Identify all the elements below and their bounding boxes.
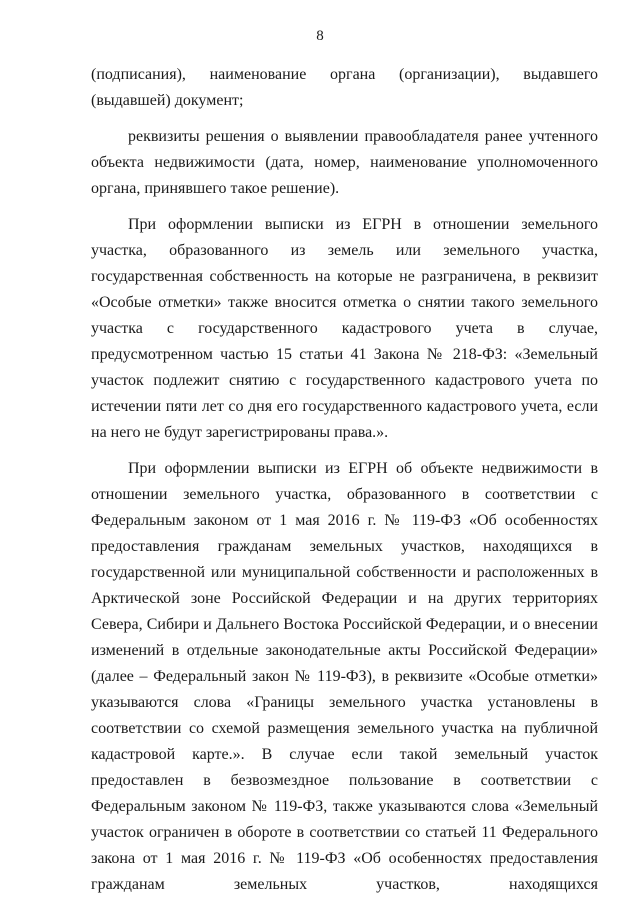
paragraph-3: При оформлении выписки из ЕГРН в отношении земельного участка, образованного из земель или земельного участка, государственная собственность на которые не разграничена, в реквизит «Особые отметки» также вносится отметка о снятии такого земельного участка с государственного кадастрового учета в случае, предусмотренном частью 15 статьи 41 Закона № 218-ФЗ: «Земельный участок подлежит снятию с государственного кадастрового учета по истечении пяти лет со дня его государственного кадастрового учета, если на него не будут зарегистрированы права.».	[91, 216, 598, 441]
page-number: 8	[316, 28, 324, 44]
paragraph-2: реквизиты решения о выявлении правообладателя ранее учтенного объекта недвижимости (дата, номер, наименование уполномоченного органа, принявшего такое решение).	[91, 128, 598, 197]
paragraph-4: При оформлении выписки из ЕГРН об объекте недвижимости в отношении земельного участка, образованного в соответствии с Федеральным законом от 1 мая 2016 г. № 119-ФЗ «Об особенностях предоставления гражданам земельных участков, находящихся в государственной или муниципальной собственности и расположенных в Арктической зоне Российской Федерации и на других территориях Севера, Сибири и Дальнего Востока Российской Федерации, и о внесении изменений в отдельные законодательные акты Российской Федерации» (далее – Федеральный закон № 119-ФЗ), в реквизите «Особые отметки» указываются слова «Границы земельного участка установлены в соответствии со схемой размещения земельного участка на публичной кадастровой карте.». В случае если такой земельный участок предоставлен в безвозмездное пользование в соответствии с Федеральным законом № 119-ФЗ, также указываются слова «Земельный участок ограничен в обороте в соответствии со статьей 11 Федерального закона от 1 мая 2016 г. № 119-ФЗ «Об особенностях предоставления гражданам земельных участков, находящихся	[91, 460, 598, 893]
paragraph-1: (подписания), наименование органа (организации), выдавшего (выдавшей) документ;	[91, 66, 598, 109]
document-body	[91, 62, 598, 898]
